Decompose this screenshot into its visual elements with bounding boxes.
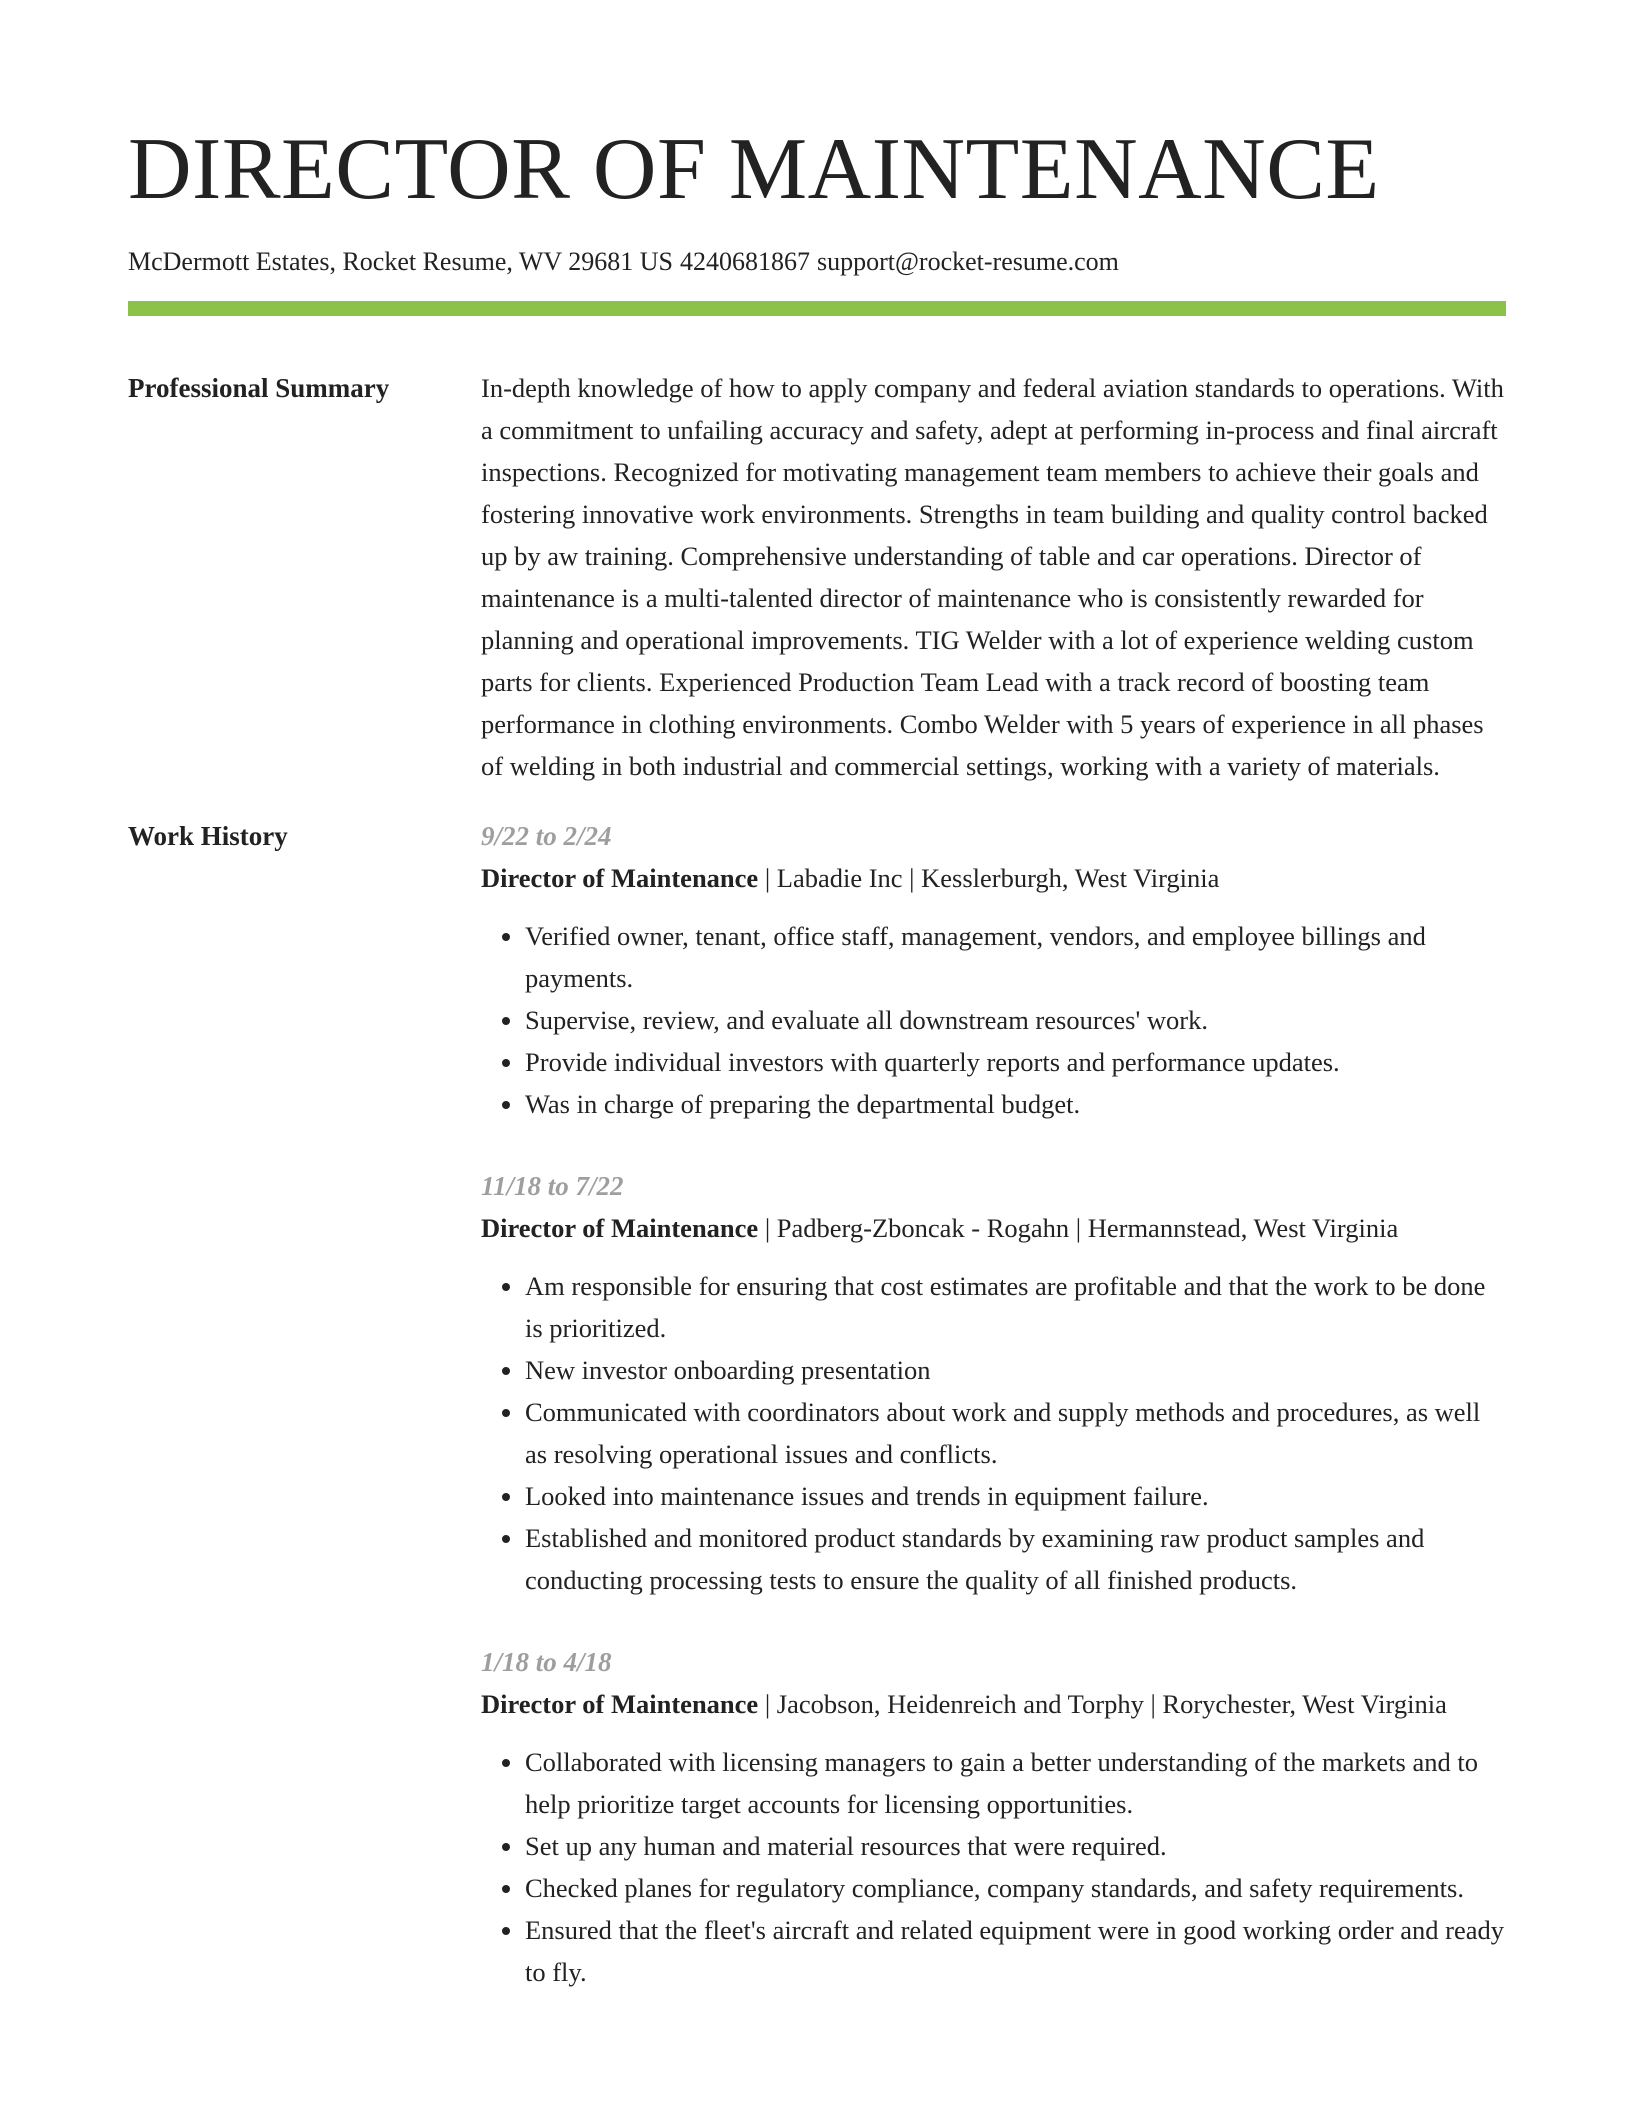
- contact-line: [128, 244, 1506, 280]
- section-title-work: Work History: [128, 821, 288, 851]
- header-divider: [128, 301, 1506, 316]
- job-bullet: • Set up any human and material resources that were required.: [525, 1825, 1506, 1867]
- job-bullet: • New investor onboarding presentation: [525, 1349, 1506, 1391]
- resume-name: DIRECTOR OF MAINTENANCE: [128, 121, 1380, 218]
- summary-text: In-depth knowledge of how to apply company and federal aviation standards to operations. With a commitment to unfailing accuracy and safety, adept at performing in-process and final aircraft inspections. Recognized for motivating management team members to achieve their goals and fostering innovative work environments. Strengths in team building and quality control backed up by aw training. Comprehensive understanding of table and car operations. Director of maintenance is a multi-talented director of maintenance who is consistently rewarded for planning and operational improvements. TIG Welder with a lot of experience welding custom parts for clients. Experienced Production Team Lead with a track record of boosting team performance in clothing environments. Combo Welder with 5 years of experience in all phases of welding in both industrial and commercial settings, working with a variety of materials.: [481, 373, 1504, 781]
- job-bullets: [481, 915, 1506, 1125]
- job-title: Director of Maintenance: [481, 863, 759, 893]
- contact-email: support@rocket-resume.com: [816, 247, 1119, 276]
- work-history-section: [128, 815, 1506, 2033]
- job-dates: 9/22 to 2/24: [481, 821, 612, 851]
- job-bullet: • Established and monitored product standards by examining raw product samples and conducting processing tests to ensure the quality of all finished products.: [525, 1517, 1506, 1601]
- job-bullet: • Am responsible for ensuring that cost estimates are profitable and that the work to be done is prioritized.: [525, 1265, 1506, 1349]
- section-title-summary: Professional Summary: [128, 373, 390, 403]
- job-bullet: • Checked planes for regulatory compliance, company standards, and safety requirements.: [525, 1867, 1506, 1909]
- job-bullet: • Was in charge of preparing the departmental budget.: [525, 1083, 1506, 1125]
- job-bullet: • Communicated with coordinators about work and supply methods and procedures, as well as resolving operational issues and conflicts.: [525, 1391, 1506, 1475]
- contact-phone: 4240681867: [679, 247, 810, 276]
- job-details: | Padberg-Zboncak - Rogahn | Hermannstead, West Virginia: [758, 1213, 1399, 1243]
- job-bullet: • Ensured that the fleet's aircraft and related equipment were in good working order and ready to fly.: [525, 1909, 1506, 1993]
- job-entry: [481, 815, 1506, 1125]
- job-bullet: • Looked into maintenance issues and trends in equipment failure.: [525, 1475, 1506, 1517]
- summary-body: [481, 367, 1506, 787]
- job-bullets: [481, 1265, 1506, 1601]
- job-dates: 11/18 to 7/22: [481, 1171, 624, 1201]
- work-body: [481, 815, 1506, 2033]
- job-title: Director of Maintenance: [481, 1689, 759, 1719]
- job-bullet: • Supervise, review, and evaluate all downstream resources' work.: [525, 999, 1506, 1041]
- job-bullet: • Collaborated with licensing managers to gain a better understanding of the markets and to help prioritize target accounts for licensing opportunities.: [525, 1741, 1506, 1825]
- job-title: Director of Maintenance: [481, 1213, 759, 1243]
- contact-address: McDermott Estates, Rocket Resume, WV 29681 US: [128, 247, 673, 276]
- job-details: | Jacobson, Heidenreich and Torphy | Rorychester, West Virginia: [758, 1689, 1447, 1719]
- job-title-line: [481, 857, 1506, 899]
- job-title-line: [481, 1683, 1506, 1725]
- job-bullet: • Provide individual investors with quarterly reports and performance updates.: [525, 1041, 1506, 1083]
- resume-page: [128, 118, 1506, 2033]
- job-bullets: [481, 1741, 1506, 1993]
- job-details: | Labadie Inc | Kesslerburgh, West Virginia: [758, 863, 1220, 893]
- professional-summary-section: [128, 367, 1506, 787]
- job-title-line: [481, 1207, 1506, 1249]
- job-dates: 1/18 to 4/18: [481, 1647, 612, 1677]
- job-entry: [481, 1165, 1506, 1601]
- job-bullet: • Verified owner, tenant, office staff, management, vendors, and employee billings and payments.: [525, 915, 1506, 999]
- job-entry: [481, 1641, 1506, 1993]
